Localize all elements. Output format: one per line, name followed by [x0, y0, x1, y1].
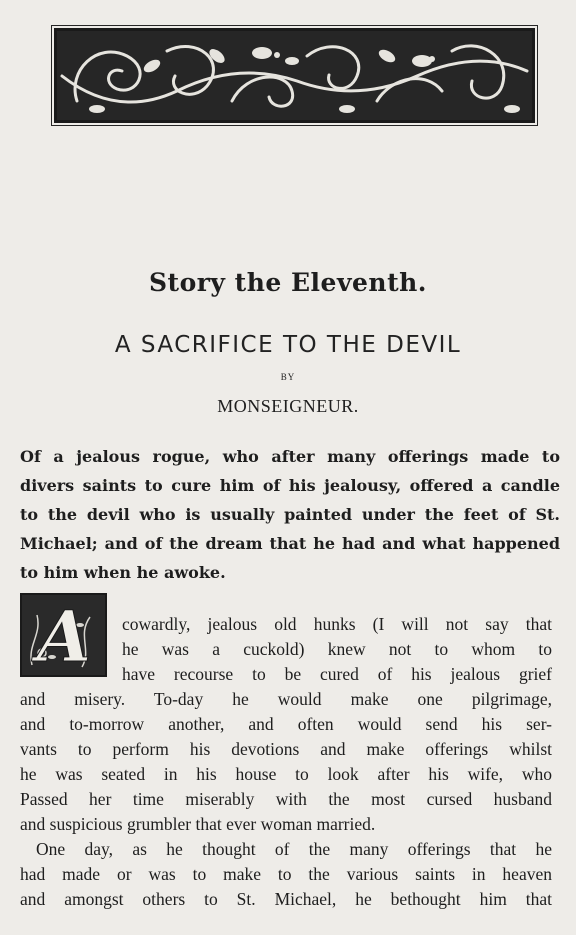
drop-cap-letter: A [36, 595, 92, 675]
body-line: he was seated in his house to look after his wife, who [20, 764, 552, 784]
summary-line: to the devil who is usually painted under the feet of St. [20, 505, 560, 524]
body-line: cowardly, jealous old hunks (I will not say that [122, 614, 552, 634]
body-line: he was a cuckold) knew not to whom to [122, 639, 552, 659]
story-body [20, 612, 552, 912]
body-line: and suspicious grumbler that ever woman married. [20, 814, 376, 834]
summary-line: to him when he awoke. [20, 563, 226, 582]
summary-line: Michael; and of the dream that he had and what happened [20, 534, 560, 553]
summary-line: divers saints to cure him of his jealousy, offered a candle [20, 476, 560, 495]
body-line: had made or was to make to the various saints in heaven [20, 864, 552, 884]
summary-line: Of a jealous rogue, who after many offerings made to [20, 447, 560, 466]
body-line: One day, as he thought of the many offerings that he [36, 839, 552, 859]
story-subtitle: A SACRIFICE TO THE DEVIL [114, 332, 462, 358]
story-summary [20, 442, 560, 587]
story-title: Story the Eleventh. [148, 268, 427, 297]
scroll-foliage-ornament [57, 31, 532, 120]
body-line: and to-morrow another, and often would send his ser- [20, 714, 552, 734]
body-line: have recourse to be cured of his jealous grief [122, 664, 552, 684]
body-line: Passed her time miserably with the most cursed husband [20, 789, 552, 809]
by-label: BY [280, 372, 296, 382]
body-line: and amongst others to St. Michael, he bethought him that [20, 889, 552, 909]
body-line: and misery. To-day he would make one pilgrimage, [20, 689, 552, 709]
body-line: vants to perform his devotions and make offerings whilst [20, 739, 552, 759]
ornamental-header-band [54, 28, 535, 123]
author-name: MONSEIGNEUR. [217, 396, 359, 416]
